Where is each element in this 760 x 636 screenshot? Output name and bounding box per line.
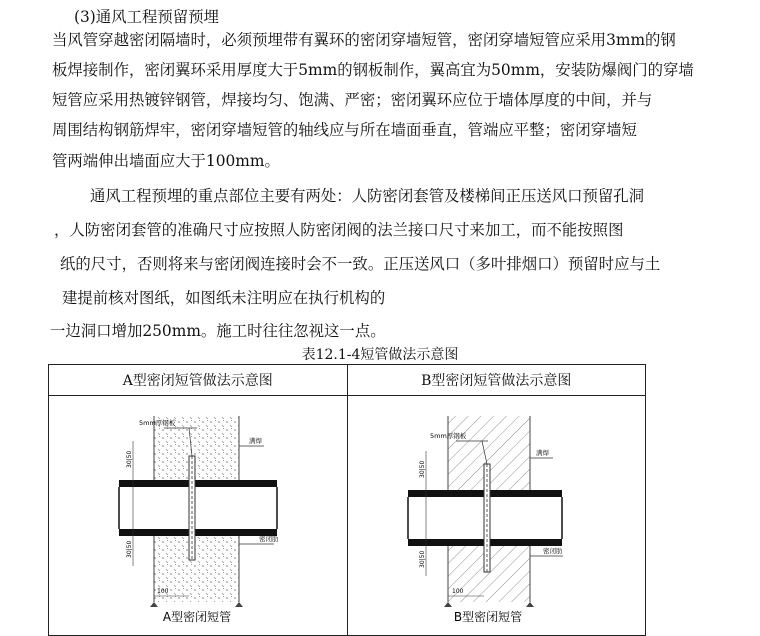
dim-upper-a: 30|50 [126,450,133,468]
caption-a: A型密闭短管 [162,610,232,624]
label-plate-a: 5mm厚钢板 [139,419,176,427]
paragraph-2-line: 通风工程预埋的重点部位主要有两处：人防密闭套管及楼梯间正压送风口预留孔洞 [90,187,645,205]
dim-upper-b: 30|50 [418,460,426,478]
label-weld-b: 满焊 [535,449,549,457]
dim-bottom-b: 100 [451,588,463,595]
table-caption: 表12.1-4短管做法示意图 [301,347,459,363]
diagram-a-cell [49,396,348,636]
paragraph-1-line: 当风管穿越密闭隔墙时，必须预埋带有翼环的密闭穿墙短管，密闭穿墙短管应采用3mm的钢 [52,31,676,49]
paragraph-2-line: 一边洞口增加250mm。施工时往往忽视这一点。 [50,322,386,340]
paragraph-1-line: 管两端伸出墙面应大于100mm。 [52,152,280,170]
label-weld-a: 满焊 [249,437,262,445]
diagram-b-cell [347,396,646,636]
diagram-a [49,396,346,631]
figure-table [48,364,646,636]
dim-lower-b: 30|50 [418,550,426,568]
label-plate-b: 5mm厚钢板 [429,432,466,440]
label-seal-a: 密闭肋 [259,535,279,543]
dim-bottom-a: 100 [157,588,169,595]
section-heading: (3)通风工程预留预埋 [74,8,219,26]
caption-b: B型密闭短管 [453,610,522,624]
paragraph-2-line: ，人防密闭套管的准确尺寸应按照人防密闭阀的法兰接口尺寸来加工，而不能按照图 [54,221,624,239]
paragraph-1-line: 板焊接制作，密闭翼环采用厚度大于5mm的钢板制作，翼高宜为50mm，安装防爆阀门的穿墙 [52,61,694,79]
header-b: B型密闭短管做法示意图 [347,365,646,396]
sleeve-pipe-a [119,480,277,536]
paragraph-1-line: 短管应采用热镀锌钢管，焊接均匀、饱满、严密；密闭翼环应位于墙体厚度的中间，并与 [52,91,653,109]
paragraph-2-line: 纸的尺寸，否则将来与密闭阀连接时会不一致。正压送风口（多叶排烟口）预留时应与土 [60,255,661,273]
diagram-b [348,396,645,631]
dim-lower-a: 30|50 [126,540,133,558]
label-seal-b: 密闭肋 [542,547,562,555]
header-a: A型密闭短管做法示意图 [49,365,348,396]
paragraph-2-line: 建提前核对图纸，如图纸未注明应在执行机构的 [62,289,386,307]
paragraph-1-line: 周围结构钢筋焊牢，密闭穿墙短管的轴线应与所在墙面垂直，管端应平整；密闭穿墙短 [52,121,637,139]
